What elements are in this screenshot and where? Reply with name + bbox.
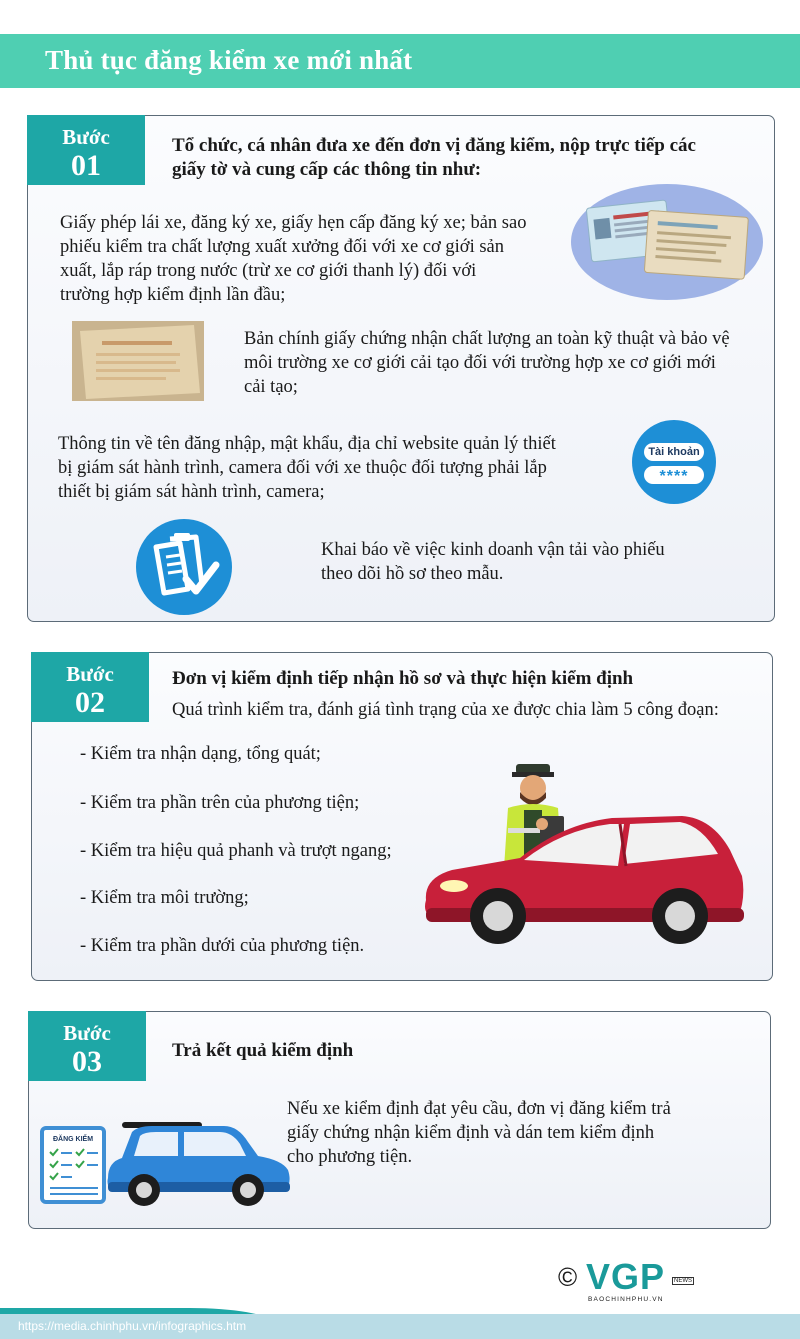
step-2-number: 02 xyxy=(75,686,105,719)
step-1-paragraph-3: Thông tin về tên đăng nhập, mật khẩu, địa chỉ website quản lý thiết bị giám sát hành trình, camera đối với xe thuộc đối tượng phải lắp thiết bị giám sát hành trình, camera; xyxy=(58,434,556,502)
vgp-brand: VGP xyxy=(586,1256,666,1297)
blue-car-illustration xyxy=(98,1118,294,1208)
step-1-word: Bước xyxy=(62,125,110,149)
news-badge: NEWS xyxy=(674,1278,692,1284)
copyright-symbol: © xyxy=(558,1262,578,1292)
clipboard-label: ĐĂNG KIỂM xyxy=(52,1136,94,1143)
vgp-logo xyxy=(558,1256,708,1308)
account-label: Tài khoản xyxy=(644,443,704,461)
footer-url[interactable]: https://media.chinhphu.vn/infographics.htm xyxy=(18,1319,247,1333)
step-2-item-1: - Kiểm tra nhận dạng, tổng quát; xyxy=(80,744,321,764)
page-title: Thủ tục đăng kiểm xe mới nhất xyxy=(45,45,413,75)
inspector-red-car-illustration xyxy=(412,758,752,958)
document-check-icon xyxy=(136,519,232,615)
step-3-heading: Trả kết quả kiểm định xyxy=(172,1040,354,1061)
step-2-item-2: - Kiểm tra phần trên của phương tiện; xyxy=(80,793,360,813)
step-2-item-3: - Kiểm tra hiệu quả phanh và trượt ngang; xyxy=(80,841,392,861)
step-2-item-4: - Kiểm tra môi trường; xyxy=(80,888,249,908)
step-3-word: Bước xyxy=(63,1021,111,1045)
certificate-photo xyxy=(72,321,204,401)
title-bar xyxy=(0,34,800,88)
step-2-word: Bước xyxy=(66,662,114,686)
footer xyxy=(0,1314,800,1339)
driver-license-illustration xyxy=(568,180,766,300)
step-3-tab xyxy=(28,1011,146,1081)
step-1-paragraph-4: Khai báo về việc kinh doanh vận tải vào phiếu theo dõi hồ sơ theo mẫu. xyxy=(321,540,665,584)
checklist-icon xyxy=(48,1148,100,1198)
step-2-tab xyxy=(31,652,149,722)
step-2-item-5: - Kiểm tra phần dưới của phương tiện. xyxy=(80,936,365,956)
step-1-heading: Tổ chức, cá nhân đưa xe đến đơn vị đăng kiểm, nộp trực tiếp các giấy tờ và cung cấp các thông tin như: xyxy=(172,135,696,180)
step-3-number: 03 xyxy=(72,1045,102,1078)
step-1-paragraph-1: Giấy phép lái xe, đăng ký xe, giấy hẹn cấp đăng ký xe; bản sao phiếu kiểm tra chất lượng xuất xưởng đối với xe cơ giới sản xuất, lắp ráp trong nước (trừ xe cơ giới thanh lý) đối với trường hợp kiểm định lần đầu; xyxy=(60,213,527,305)
step-2-intro: Quá trình kiểm tra, đánh giá tình trạng của xe được chia làm 5 công đoạn: xyxy=(172,700,719,720)
step-2-heading: Đơn vị kiểm định tiếp nhận hồ sơ và thực hiện kiểm định xyxy=(172,668,634,689)
password-mask: **** xyxy=(644,466,704,484)
account-icon xyxy=(632,420,716,504)
step-3-paragraph: Nếu xe kiểm định đạt yêu cầu, đơn vị đăng kiểm trả giấy chứng nhận kiểm định và dán tem kiểm định cho phương tiện. xyxy=(287,1099,671,1167)
step-1-tab xyxy=(27,115,145,185)
step-1-paragraph-2: Bản chính giấy chứng nhận chất lượng an toàn kỹ thuật và bảo vệ môi trường xe cơ giới cải tạo đối với trường hợp xe cơ giới mới cải tạo; xyxy=(244,329,730,397)
step-1-number: 01 xyxy=(71,149,101,182)
site-name: BAOCHINHPHU.VN xyxy=(588,1296,664,1303)
clipboard-illustration xyxy=(40,1126,106,1204)
